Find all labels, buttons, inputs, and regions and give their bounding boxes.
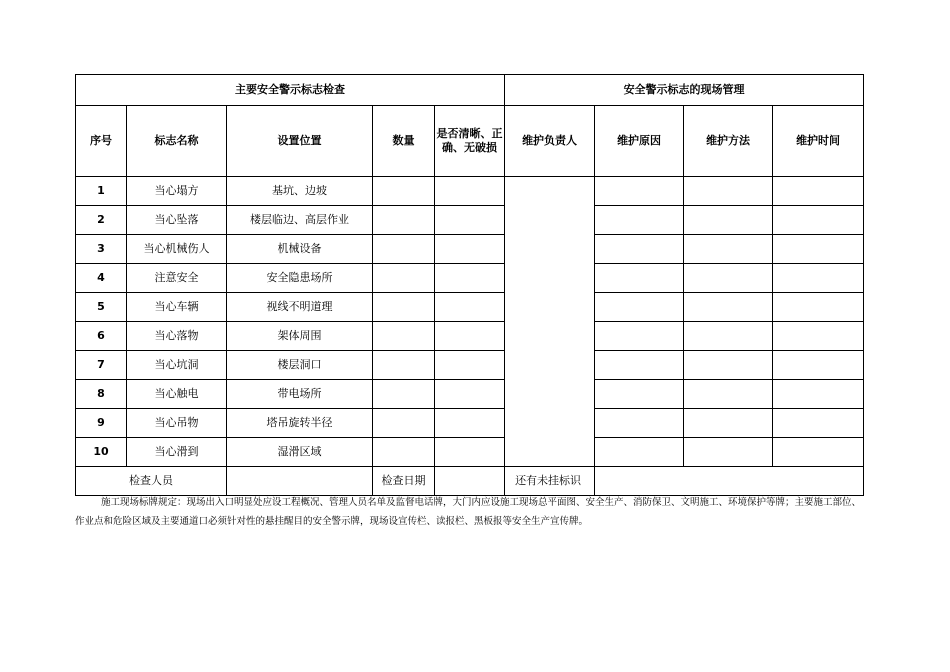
left-section-title: 主要安全警示标志检查 bbox=[76, 75, 505, 106]
row-location: 楼层临边、高层作业 bbox=[227, 206, 373, 235]
row-location: 安全隐患场所 bbox=[227, 264, 373, 293]
quantity-cell[interactable] bbox=[373, 235, 435, 264]
row-sign-name: 当心坠落 bbox=[127, 206, 227, 235]
row-sign-name: 当心触电 bbox=[127, 380, 227, 409]
inspector-label: 检查人员 bbox=[76, 467, 227, 496]
col-header-clarity: 是否清晰、正确、无破损 bbox=[435, 106, 505, 177]
reason-cell[interactable] bbox=[595, 380, 684, 409]
method-cell[interactable] bbox=[684, 322, 773, 351]
reason-cell[interactable] bbox=[595, 206, 684, 235]
row-sign-name: 当心吊物 bbox=[127, 409, 227, 438]
inspection-date-label: 检查日期 bbox=[373, 467, 435, 496]
row-sign-name: 当心车辆 bbox=[127, 293, 227, 322]
quantity-cell[interactable] bbox=[373, 322, 435, 351]
time-cell[interactable] bbox=[773, 322, 864, 351]
row-sign-name: 当心机械伤人 bbox=[127, 235, 227, 264]
method-cell[interactable] bbox=[684, 206, 773, 235]
row-location: 湿滑区域 bbox=[227, 438, 373, 467]
time-cell[interactable] bbox=[773, 293, 864, 322]
maintainer-cell[interactable] bbox=[505, 177, 595, 467]
row-sign-name: 当心落物 bbox=[127, 322, 227, 351]
clarity-cell[interactable] bbox=[435, 322, 505, 351]
quantity-cell[interactable] bbox=[373, 351, 435, 380]
time-cell[interactable] bbox=[773, 380, 864, 409]
time-cell[interactable] bbox=[773, 351, 864, 380]
row-seq: 8 bbox=[76, 380, 127, 409]
time-cell[interactable] bbox=[773, 177, 864, 206]
row-sign-name: 当心塌方 bbox=[127, 177, 227, 206]
method-cell[interactable] bbox=[684, 380, 773, 409]
right-section-title: 安全警示标志的现场管理 bbox=[505, 75, 864, 106]
row-seq: 7 bbox=[76, 351, 127, 380]
method-cell[interactable] bbox=[684, 351, 773, 380]
reason-cell[interactable] bbox=[595, 409, 684, 438]
row-location: 架体周围 bbox=[227, 322, 373, 351]
unhung-signs-label: 还有未挂标识 bbox=[505, 467, 595, 496]
reason-cell[interactable] bbox=[595, 264, 684, 293]
row-location: 视线不明道理 bbox=[227, 293, 373, 322]
clarity-cell[interactable] bbox=[435, 409, 505, 438]
row-location: 塔吊旋转半径 bbox=[227, 409, 373, 438]
row-seq: 10 bbox=[76, 438, 127, 467]
signage-regulation-note: 施工现场标牌规定：现场出入口明显处应设工程概况、管理人员名单及监督电话牌，大门内应设施工现场总平面图、安全生产、消防保卫、文明施工、环境保护等牌；主要施工部位、作业点和危险区域及主要通道口必须针对性的悬挂醒目的安全警示牌，现场设宣传栏、读报栏、黑板报等安全生产宣传牌。 bbox=[75, 497, 862, 527]
row-seq: 6 bbox=[76, 322, 127, 351]
table-row bbox=[76, 380, 864, 409]
row-seq: 5 bbox=[76, 293, 127, 322]
clarity-cell[interactable] bbox=[435, 206, 505, 235]
row-seq: 3 bbox=[76, 235, 127, 264]
quantity-cell[interactable] bbox=[373, 380, 435, 409]
col-header-maintainer: 维护负责人 bbox=[505, 106, 595, 177]
method-cell[interactable] bbox=[684, 293, 773, 322]
method-cell[interactable] bbox=[684, 235, 773, 264]
reason-cell[interactable] bbox=[595, 293, 684, 322]
inspection-date-value-cell[interactable] bbox=[435, 467, 505, 496]
unhung-signs-value-cell[interactable] bbox=[595, 467, 864, 496]
quantity-cell[interactable] bbox=[373, 409, 435, 438]
method-cell[interactable] bbox=[684, 264, 773, 293]
table-row bbox=[76, 351, 864, 380]
col-header-location: 设置位置 bbox=[227, 106, 373, 177]
col-header-reason: 维护原因 bbox=[595, 106, 684, 177]
quantity-cell[interactable] bbox=[373, 293, 435, 322]
row-seq: 2 bbox=[76, 206, 127, 235]
inspector-value-cell[interactable] bbox=[227, 467, 373, 496]
col-header-time: 维护时间 bbox=[773, 106, 864, 177]
safety-sign-inspection-table bbox=[75, 74, 864, 496]
method-cell[interactable] bbox=[684, 409, 773, 438]
clarity-cell[interactable] bbox=[435, 235, 505, 264]
row-location: 楼层洞口 bbox=[227, 351, 373, 380]
row-sign-name: 当心滑到 bbox=[127, 438, 227, 467]
time-cell[interactable] bbox=[773, 438, 864, 467]
quantity-cell[interactable] bbox=[373, 264, 435, 293]
row-sign-name: 当心坑洞 bbox=[127, 351, 227, 380]
clarity-cell[interactable] bbox=[435, 264, 505, 293]
table-row bbox=[76, 235, 864, 264]
time-cell[interactable] bbox=[773, 235, 864, 264]
reason-cell[interactable] bbox=[595, 177, 684, 206]
row-seq: 4 bbox=[76, 264, 127, 293]
column-header-row bbox=[76, 106, 864, 177]
quantity-cell[interactable] bbox=[373, 206, 435, 235]
table-row bbox=[76, 293, 864, 322]
col-header-quantity: 数量 bbox=[373, 106, 435, 177]
table-row bbox=[76, 264, 864, 293]
clarity-cell[interactable] bbox=[435, 351, 505, 380]
reason-cell[interactable] bbox=[595, 351, 684, 380]
table-row bbox=[76, 438, 864, 467]
clarity-cell[interactable] bbox=[435, 438, 505, 467]
row-seq: 1 bbox=[76, 177, 127, 206]
table-title-row bbox=[76, 75, 864, 106]
quantity-cell[interactable] bbox=[373, 438, 435, 467]
quantity-cell[interactable] bbox=[373, 177, 435, 206]
col-header-seq: 序号 bbox=[76, 106, 127, 177]
row-seq: 9 bbox=[76, 409, 127, 438]
row-location: 带电场所 bbox=[227, 380, 373, 409]
col-header-sign-name: 标志名称 bbox=[127, 106, 227, 177]
table-row bbox=[76, 322, 864, 351]
table-row bbox=[76, 206, 864, 235]
method-cell[interactable] bbox=[684, 177, 773, 206]
clarity-cell[interactable] bbox=[435, 177, 505, 206]
row-location: 基坑、边坡 bbox=[227, 177, 373, 206]
row-location: 机械设备 bbox=[227, 235, 373, 264]
time-cell[interactable] bbox=[773, 264, 864, 293]
reason-cell[interactable] bbox=[595, 322, 684, 351]
time-cell[interactable] bbox=[773, 409, 864, 438]
row-sign-name: 注意安全 bbox=[127, 264, 227, 293]
footer-row bbox=[76, 467, 864, 496]
table-row bbox=[76, 409, 864, 438]
table-row bbox=[76, 177, 864, 206]
clarity-cell[interactable] bbox=[435, 380, 505, 409]
time-cell[interactable] bbox=[773, 206, 864, 235]
reason-cell[interactable] bbox=[595, 438, 684, 467]
clarity-cell[interactable] bbox=[435, 293, 505, 322]
col-header-method: 维护方法 bbox=[684, 106, 773, 177]
method-cell[interactable] bbox=[684, 438, 773, 467]
reason-cell[interactable] bbox=[595, 235, 684, 264]
